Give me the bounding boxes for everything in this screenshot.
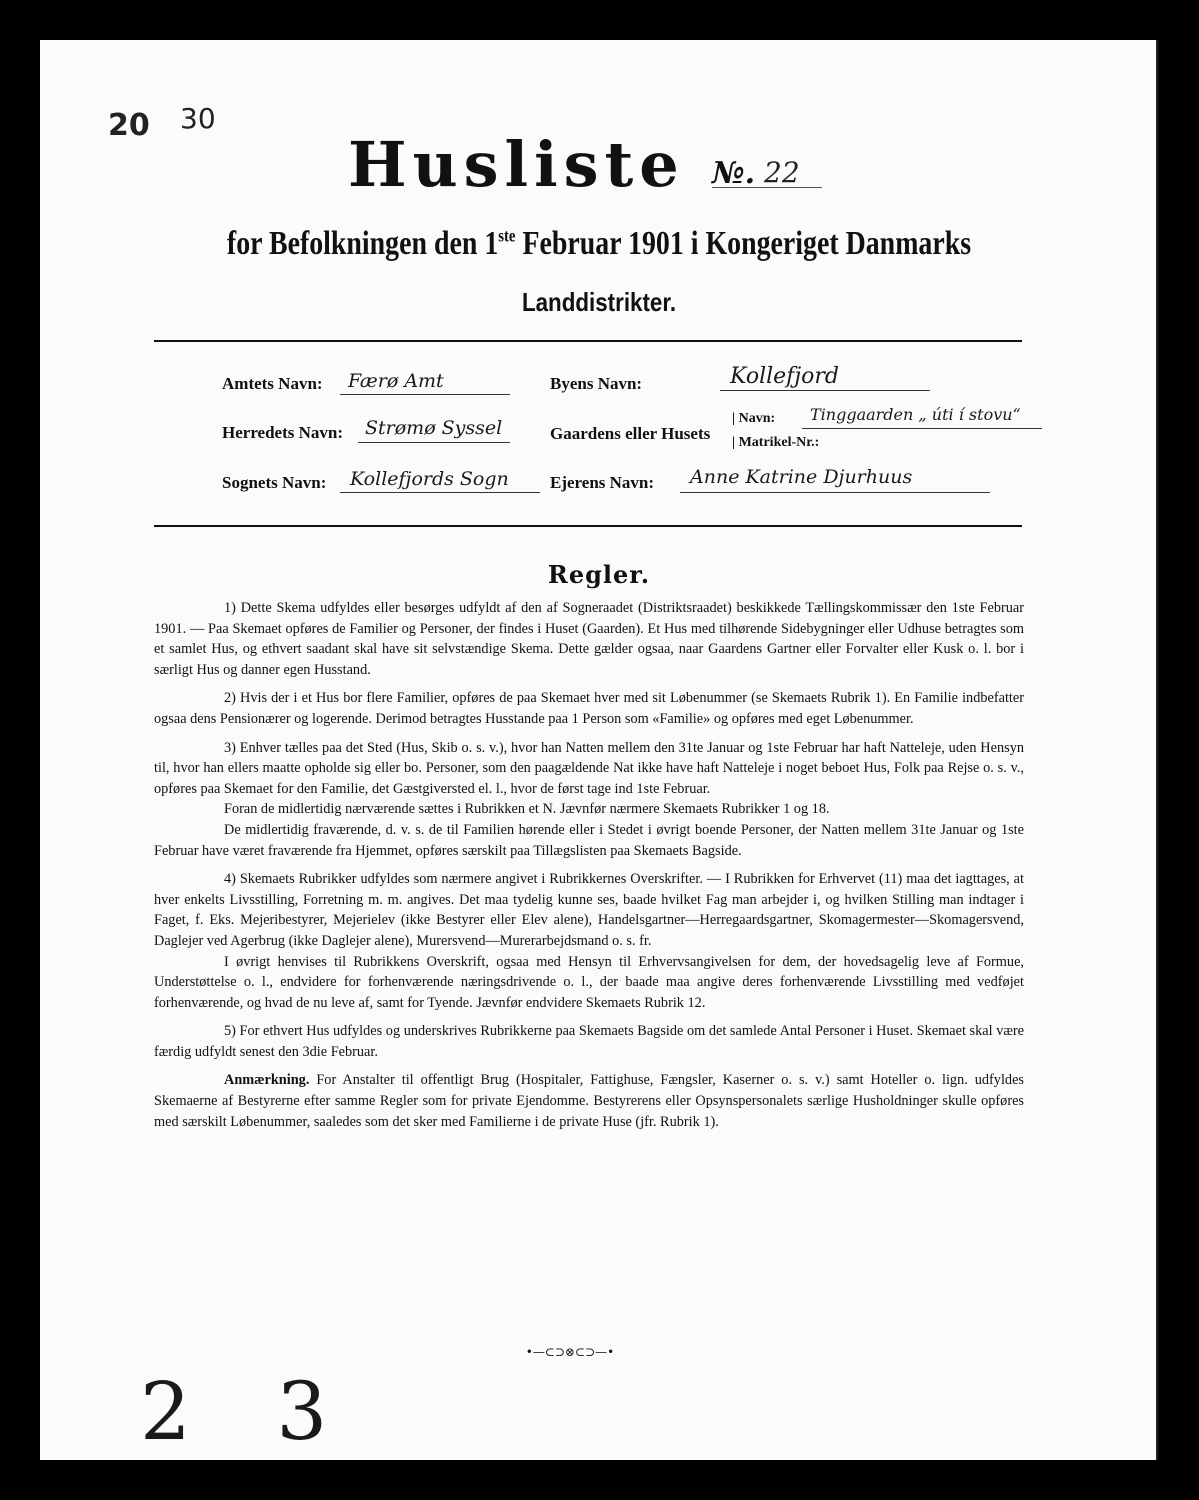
gaard-navn-line [802,428,1042,429]
by-label: Byens Navn: [550,374,643,393]
rule-4-oevrigt: I øvrigt henvises til Rubrikkens Overskrift, ogsaa med Hensyn til Erhvervsangivelsen for dem, der hovedsagelig leve af Formue, Understøttelse o. l., endvidere for forhenværende næringsdrivende o. l., der baade maa angive deres forhenværende Livsstilling med vedføjet forhenværende, og hvad de nu leve af, samt for Tyende. Jævnfør endvidere Skemaets Rubrik 12. [154,953,1024,1011]
ejer-value: Anne Katrine Djurhuus [690,466,913,488]
rule-3: 3) Enhver tælles paa det Sted (Hus, Skib o. s. v.), hvor han Natten mellem den 31te Januar og 1ste Februar har haft Natteleje, uden Hensyn til, hvor han ellers maatte opholde sig eller bo. Personer, som den paagældende Nat ikke have haft Natteleje i noget beboet Hus, Folk paa Rejse o. s. v., opføres paa Skemaet for den Familie, det Gæstgiversted el. l., hvor de først tage ind 1ste Februar. [154,739,1024,797]
house-number: 22 [764,156,800,189]
gaard-label: Gaardens eller Husets [550,424,711,443]
rule-3-fravaerende: De midlertidig fraværende, d. v. s. de til Familien hørende eller i Stedet i øvrigt boende Personer, der Natten mellem 31te Januar og 1ste Februar have været fraværende fra Hjemmet, opføres særskilt paa Tillægslisten paa Skemaets Bagside. [154,821,1024,859]
sogn-line [340,492,540,493]
anmaerkning [154,1070,1024,1132]
rules-text [154,598,1024,1140]
subtitle [141,225,1058,263]
sogn-label: Sognets Navn: [222,473,327,492]
amt-line [340,394,510,395]
bottom-pencil-number: 2 3 [140,1365,358,1458]
ornament: •—⊂⊃⊗⊂⊃—• [525,1345,615,1359]
by-line [720,390,930,391]
gaard-navn-value: Tinggaarden „ úti í stovu“ [810,405,1021,424]
regler-heading: Regler. [547,560,651,589]
number-underline [712,187,822,188]
by-value: Kollefjord [730,364,839,389]
herred-value: Strømø Syssel [365,417,503,439]
subtitle-post: Februar 1901 i Kongeriget Danmarks [515,225,972,262]
middle-rule [154,525,1022,527]
ejer-label: Ejerens Navn: [550,473,655,492]
gaard-navn-label: | Navn: [732,411,776,426]
subtitle-district: Landdistrikter. [521,287,677,317]
margin-number-left: 20 [108,108,150,143]
rule-1: 1) Dette Skema udfyldes eller besørges udfyldt af den af Sogneraadet (Distriktsraadet) beskikkede Tællingskommissær den 1ste Februar 1901. — Paa Skemaet opføres de Familier og Personer, der findes i Huset (Gaarden). Et Hus med tilhørende Sidebygninger eller Udhuse betragtes som et samlet Hus, og ethvert saadant skal have sit selvstændige Skema. Dette gælder ogsaa, naar Gaardens Gartner eller Forvalter eller Kusk o. l. bor i særligt Hus og danner egen Husstand. [154,600,1024,678]
rule-3-foran: Foran de midlertidig nærværende sættes i Rubrikken et N. Jævnfør nærmere Skemaets Rubrikker 1 og 18. [224,801,830,818]
top-rule [154,340,1022,342]
herred-label: Herredets Navn: [222,423,344,442]
herred-line [358,442,510,443]
amt-label: Amtets Navn: [222,374,323,393]
gaard-matrikel-label: | Matrikel-Nr.: [732,435,820,450]
gaard-navn-label-text: Navn: [738,411,776,426]
margin-number-right: 30 [180,102,216,135]
page-title: Husliste [348,128,685,201]
rule-4: 4) Skemaets Rubrikker udfyldes som nærmere angivet i Rubrikkernes Overskrifter. — I Rubrikken for Erhvervet (11) maa det iagttages, at hver enkelts Livsstilling, Forretning m. m. angives. Det maa tydelig kunne ses, baade hvilket Fag man arbejder i, og hvilken Stilling man indtager i Faget, f. Eks. Mejeribestyrer, Mejerielev (ikke Bestyrer eller Elev alene), Handelsgartner—Herregaardsgartner, Skomagermester—Skomagersvend, Daglejer ved Agerbrug (ikke Daglejer alene), Murersvend—Murerarbejdsmand o. s. fr. [154,871,1024,949]
anmaerkning-label: Anmærkning. [224,1072,310,1089]
gaard-matrikel-label-text: Matrikel-Nr.: [738,435,820,450]
rule-2: 2) Hvis der i et Hus bor flere Familier, opføres de paa Skemaet hver med sit Løbenummer (se Skemaets Rubrik 1). En Familie indbefatter ogsaa dens Pensionærer og logerende. Derimod betragtes Husstande paa 1 Person som «Familie» og opføres med eget Løbenummer. [154,690,1024,727]
subtitle-sup: ste [498,225,516,246]
rule-5: 5) For ethvert Hus udfyldes og underskrives Rubrikkerne paa Skemaets Bagside om det samlede Antal Personer i Huset. Skemaet skal være færdig udfyldt senest den 3die Februar. [154,1023,1024,1060]
sogn-value: Kollefjords Sogn [350,468,509,490]
anmaerkning-text: For Anstalter til offentligt Brug (Hospitaler, Fattighuse, Fængsler, Kaserner o. s. v.) samt Hoteller o. lign. udfyldes Skemaerne af Bestyrerne efter samme Regler som for private Ejendomme. Bestyrerens eller Opsynspersonalets særlige Husholdninger skulle opføres med særskilt Løbenummer, saaledes som det sker med Familierne i de private Huse (jfr. Rubrik 1). [154,1072,1024,1130]
amt-value: Færø Amt [348,370,444,392]
census-form-page [40,40,1158,1460]
ejer-line [680,492,990,493]
number-prefix: №. [712,156,756,191]
subtitle-pre: for Befolkningen den 1 [226,225,499,262]
